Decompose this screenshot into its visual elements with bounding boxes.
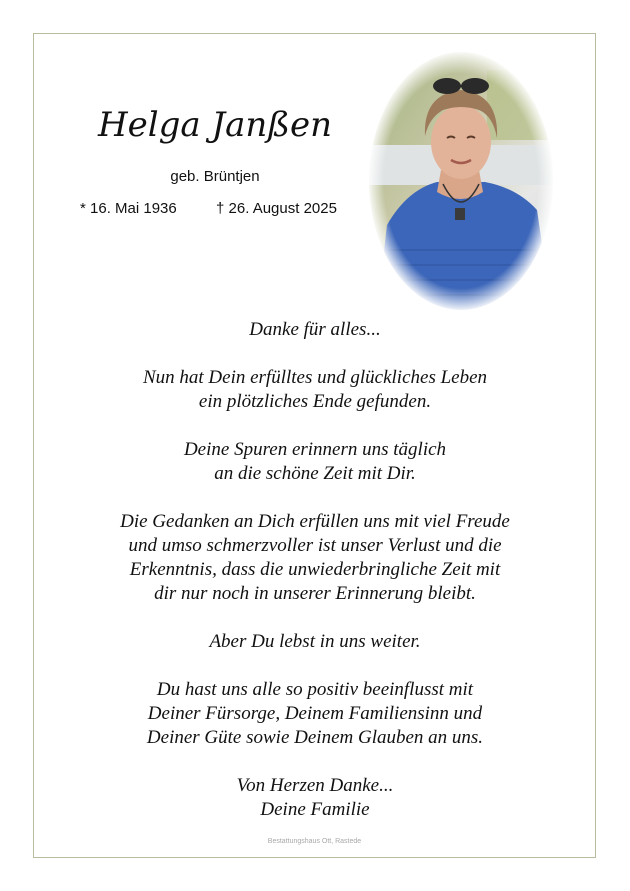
text-paragraph-4: Die Gedanken an Dich erfüllen uns mit viel Freude und umso schmerzvoller ist unser Verlust und die Erkenntnis, dass die unwiederbringliche Zeit mit dir nur noch in unserer Erinnerung bleibt.	[120, 511, 510, 604]
deceased-name: Helga Janßen	[97, 105, 332, 145]
text-paragraph-3: Deine Spuren erinnern uns täglich an die schöne Zeit mit Dir.	[183, 439, 447, 484]
text-paragraph-1: Danke für alles...	[249, 319, 381, 340]
portrait-photo	[367, 50, 555, 312]
obituary-text	[60, 318, 570, 822]
text-paragraph-5: Aber Du lebst in uns weiter.	[209, 631, 421, 652]
birth-name: geb. Brüntjen	[170, 168, 260, 185]
text-paragraph-2: Nun hat Dein erfülltes und glückliches Leben ein plötzliches Ende gefunden.	[142, 367, 488, 412]
text-paragraph-6: Du hast uns alle so positiv beeinflusst mit Deiner Fürsorge, Deinem Familiensinn und Deiner Güte sowie Deinem Glauben an uns.	[146, 679, 484, 748]
death-date: † 26. August 2025	[216, 200, 337, 217]
text-paragraph-closing: Von Herzen Danke... Deine Familie	[236, 775, 394, 820]
birth-date: * 16. Mai 1936	[80, 200, 177, 217]
funeral-home-footer: Bestattungshaus Ott, Rastede	[267, 838, 362, 845]
